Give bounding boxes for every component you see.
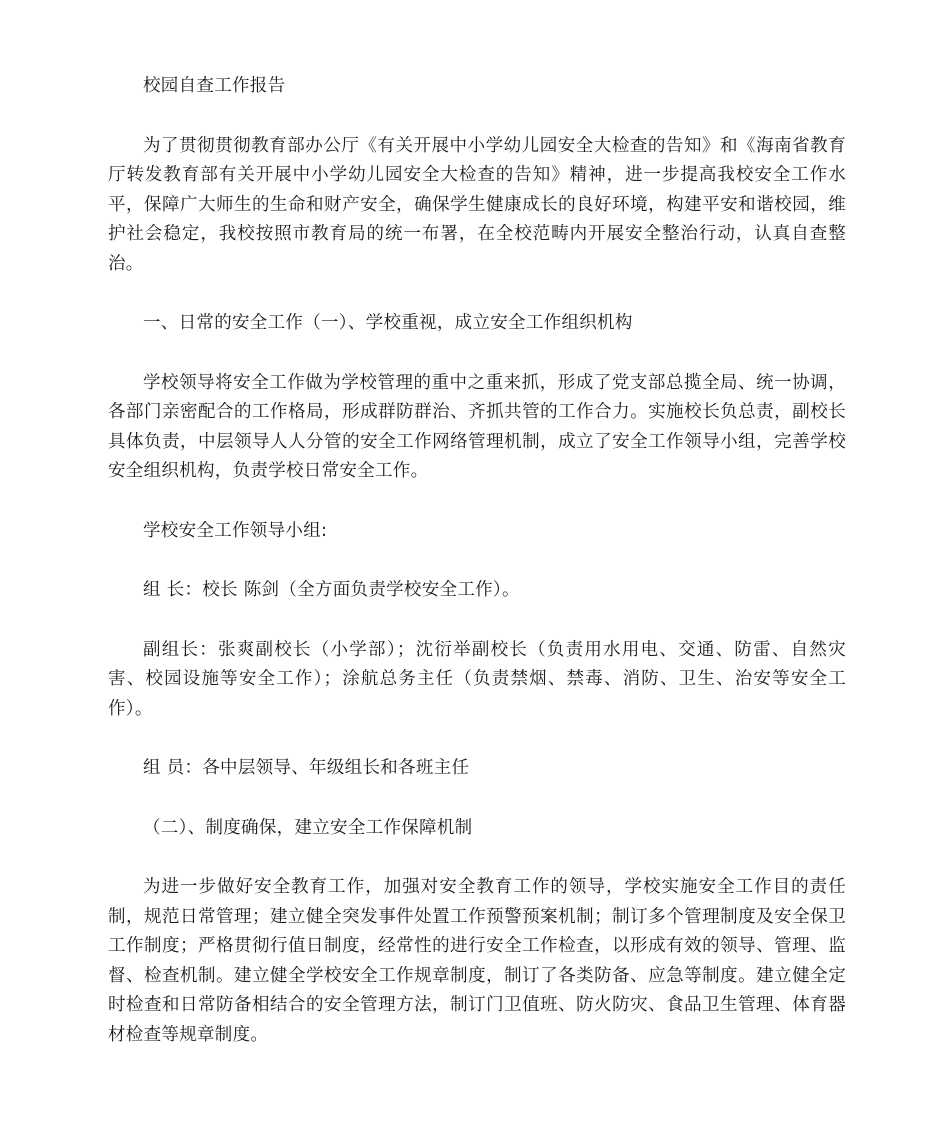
group-deputy-leaders: 副组长：张爽副校长（小学部）；沈衍举副校长（负责用水用电、交通、防雷、自然灾害、校园设施等安全工作）；涂航总务主任（负责禁烟、禁毒、消防、卫生、治安等安全工作）。 — [108, 639, 846, 719]
group-leader: 组 长：校长 陈剑（全方面负责学校安全工作）。 — [143, 580, 520, 600]
group-heading: 学校安全工作领导小组: — [143, 520, 328, 541]
paragraph-systems: 为进一步做好安全教育工作，加强对安全教育工作的领导，学校实施安全工作目的责任制，规范日常管理；建立健全突发事件处置工作预警预案机制；制订多个管理制度及安全保卫工作制度；严格贯彻行值日制度，经常性的进行安全工作检查，以形成有效的领导、管理、监督、检查机制。建立健全学校安全工作规章制度，制订了各类防备、应急等制度。建立健全定时检查和日常防备相结合的安全管理方法，制订门卫值班、防火防灾、食品卫生管理、体育器材检查等规章制度。 — [108, 877, 846, 1045]
paragraph-intro: 为了贯彻贯彻教育部办公厅《有关开展中小学幼儿园安全大检查的告知》和《海南省教育厅转发教育部有关开展中小学幼儿园安全大检查的告知》精神，进一步提高我校安全工作水平，保障广大师生的生命和财产安全，确保学生健康成长的良好环境，构建平安和谐校园，维护社会稳定，我校按照市教育局的统一布署，在全校范畴内开展安全整治行动，认真自查整治。 — [108, 135, 846, 274]
section-heading-2: （二）、制度确保，建立安全工作保障机制 — [143, 817, 473, 838]
group-members: 组 员：各中层领导、年级组长和各班主任 — [143, 758, 470, 778]
section-heading-1: 一、日常的安全工作（一）、学校重视，成立安全工作组织机构 — [143, 313, 633, 333]
paragraph-leadership: 学校领导将安全工作做为学校管理的重中之重来抓，形成了党支部总揽全局、统一协调，各部门亲密配合的工作格局，形成群防群治、齐抓共管的工作合力。实施校长负总责，副校长具体负责，中层领导人人分管的安全工作网络管理机制，成立了安全工作领导小组，完善学校安全组织机构，负责学校日常安全工作。 — [108, 372, 846, 481]
document-title: 校园自查工作报告 — [143, 76, 286, 96]
document-page — [108, 72, 846, 1050]
